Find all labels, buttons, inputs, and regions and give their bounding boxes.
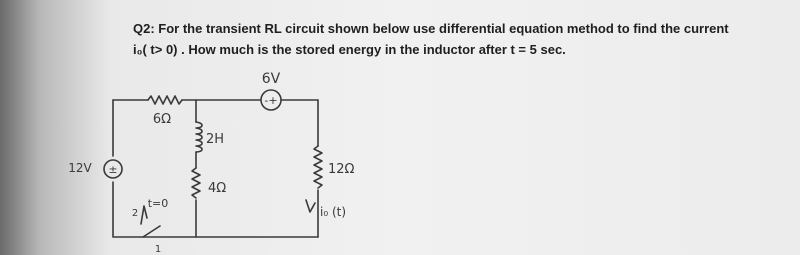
source-12v-polarity: ±	[108, 163, 118, 176]
current-label: i₀ (t)	[320, 205, 347, 219]
resistor-6-label: 6Ω	[152, 112, 172, 127]
switch-label: t=0	[147, 197, 169, 210]
source-6v-polarity: -+	[264, 94, 278, 107]
switch-pos-2: 2	[131, 208, 139, 219]
current-arrow-icon	[306, 200, 315, 212]
resistor-4-ohm	[192, 168, 200, 198]
switch-blade	[141, 206, 160, 237]
question-line-2: i₀( t> 0) . How much is the stored energy in the inductor after t = 5 sec.	[133, 42, 566, 57]
source-6v-label: 6V	[261, 71, 281, 87]
inductor-2h	[196, 122, 202, 152]
resistor-12-ohm	[314, 146, 322, 188]
switch-pos-1: 1	[154, 244, 162, 255]
resistor-6-ohm	[148, 96, 182, 104]
resistor-12-label: 12Ω	[328, 162, 355, 177]
inductor-label: 2H	[206, 132, 225, 147]
question-line-1: Q2: For the transient RL circuit shown below use differential equation method to find the current	[133, 21, 729, 36]
left-wire	[113, 100, 318, 237]
resistor-4-label: 4Ω	[208, 181, 227, 196]
source-12v-label: 12V	[68, 161, 92, 175]
